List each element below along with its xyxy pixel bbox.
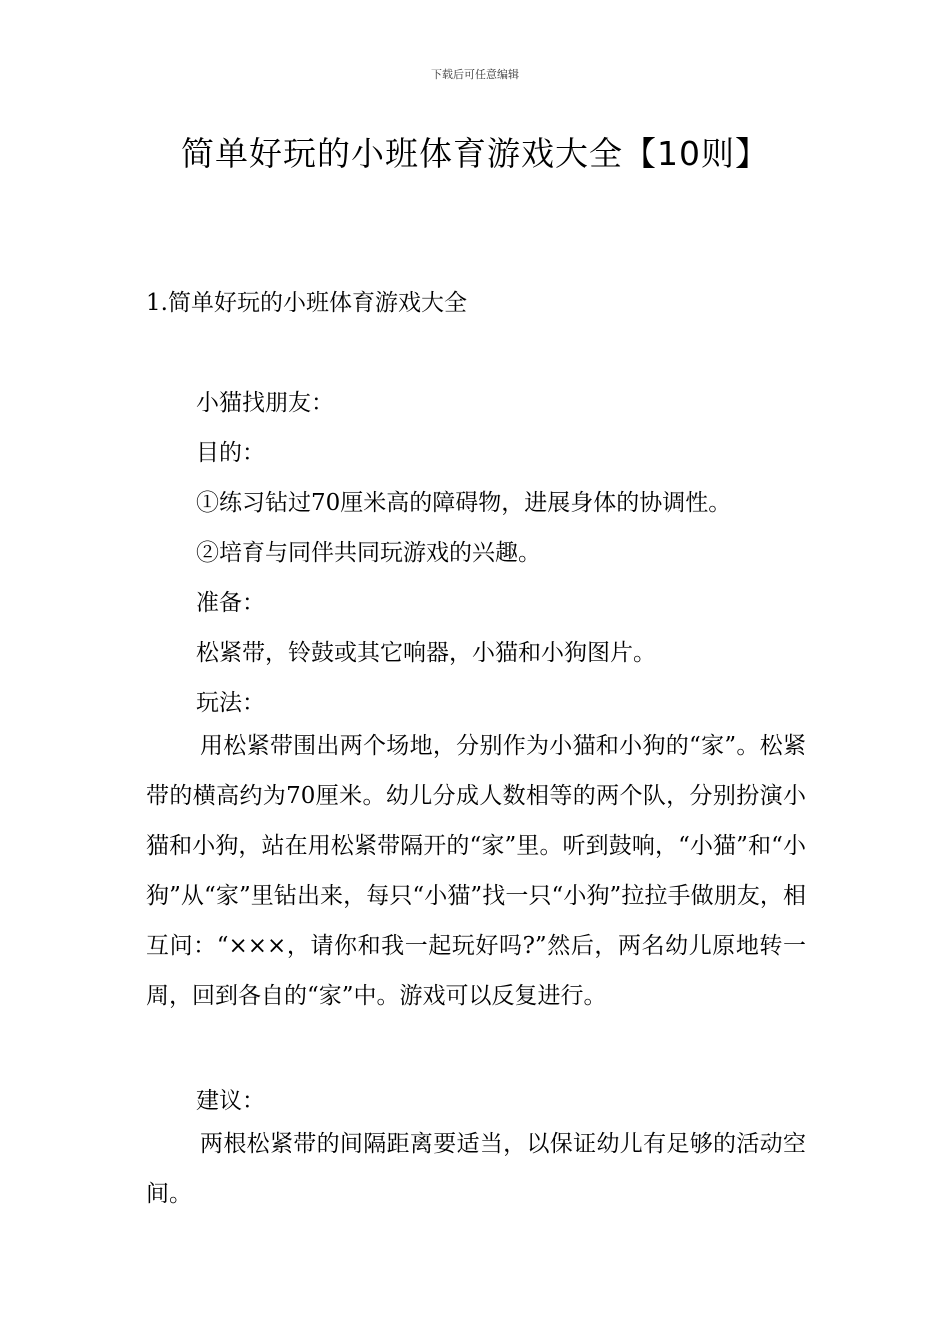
game-name: 小猫找朋友：: [196, 390, 334, 416]
prep-label: 准备：: [196, 590, 265, 616]
advice-text: 两根松紧带的间隔距离要适当，以保证幼儿有足够的活动空间。: [146, 1131, 806, 1207]
section-heading: 1.简单好玩的小班体育游戏大全: [146, 290, 467, 316]
prep-text: 松紧带，铃鼓或其它响器，小猫和小狗图片。: [196, 640, 656, 666]
purpose-item-2: ②培育与同伴共同玩游戏的兴趣。: [196, 540, 541, 566]
purpose-item-1: ①练习钻过70厘米高的障碍物，进展身体的协调性。: [196, 490, 732, 516]
play-label: 玩法：: [196, 690, 265, 716]
play-description: 用松紧带围出两个场地，分别作为小猫和小狗的“家”。松紧带的横高约为70厘米。幼儿分成人数相等的两个队，分别扮演小猫和小狗，站在用松紧带隔开的“家”里。听到鼓响，“小猫”和“小狗”从“家”里钻出来，每只“小猫”找一只“小狗”拉拉手做朋友，相互问：“×××，请你和我一起玩好吗?”然后，两名幼儿原地转一周，回到各自的“家”中。游戏可以反复进行。: [146, 733, 806, 1009]
advice-label: 建议：: [196, 1088, 265, 1114]
document-title: 简单好玩的小班体育游戏大全【10则】: [181, 134, 769, 173]
header-note: 下载后可任意编辑: [431, 68, 519, 81]
purpose-label: 目的：: [196, 440, 265, 466]
